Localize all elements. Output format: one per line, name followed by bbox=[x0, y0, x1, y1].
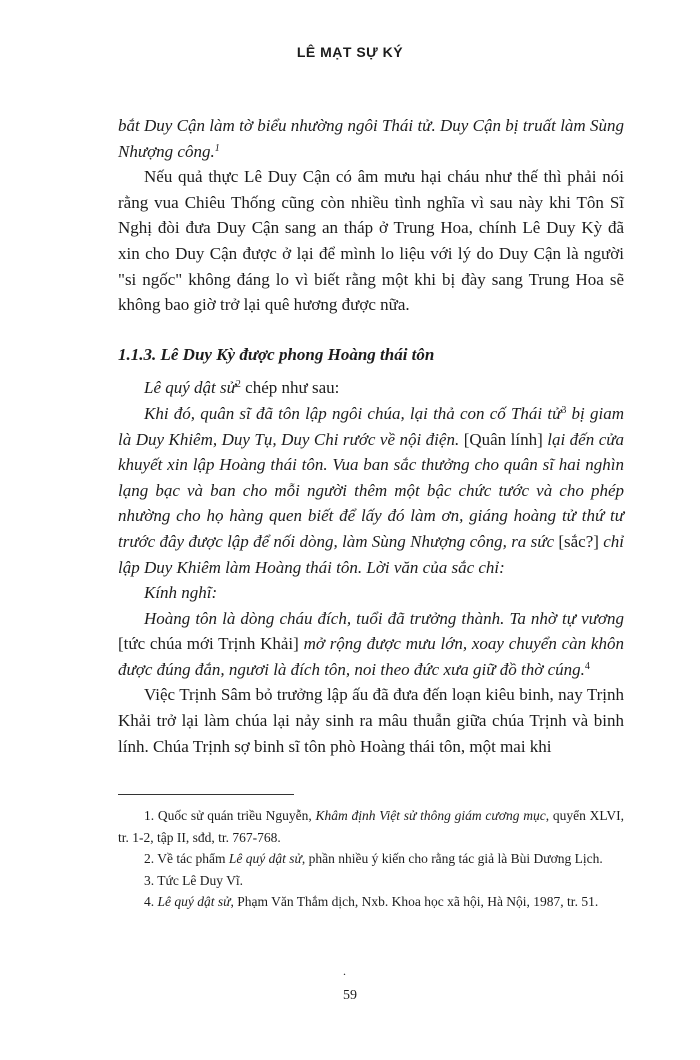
footnote-ref-4[interactable]: 4 bbox=[584, 660, 590, 672]
paragraph-source-intro: Lê quý dật sử$^2$ chép như sau: bbox=[144, 378, 340, 398]
footnote-divider bbox=[118, 794, 294, 795]
printer-mark: . bbox=[343, 964, 346, 978]
running-header: LÊ MẠT SỰ KÝ bbox=[296, 44, 404, 60]
quotation-salutation: Kính nghĩ: bbox=[144, 583, 218, 603]
paragraph: Việc Trịnh Sâm bỏ trưởng lập ấu đã đưa đến loạn kiêu binh, nay Trịnh Khải trở lại làm chúa lại nảy sinh ra mâu thuẫn giữa chúa Trịnh và binh lính. Chúa Trịnh sợ binh sĩ tôn phò Hoàng thái tôn, một mai khi bbox=[118, 685, 624, 756]
footnote-1: 1. Quốc sử quán triều Nguyễn, Khâm định Việt sử thông giám cương mục, quyển XLVI, tr. 1-2, tập II, sđd, tr. 767-768. bbox=[118, 808, 624, 845]
footnote-ref-2[interactable]: 2 bbox=[235, 379, 241, 391]
footnote-2: 2. Về tác phẩm Lê quý dật sử, phần nhiều ý kiến cho rằng tác giả là Bùi Dương Lịch. bbox=[144, 851, 603, 866]
quotation-paragraph: Hoàng tôn là dòng cháu đích, tuổi đã trưởng thành. Ta nhờ tự vương [tức chúa mới Trịnh Khải] mở rộng được mưu lớn, xoay chuyển càn khôn được đúng đắn, ngươi là đích tôn, noi theo đức xưa giữ đồ thờ cúng.$^4$ bbox=[118, 608, 624, 679]
editorial-bracket: [sắc?] bbox=[558, 531, 599, 551]
footnote-4: 4. Lê quý dật sử, Phạm Văn Thắm dịch, Nxb. Khoa học xã hội, Hà Nội, 1987, tr. 51. bbox=[144, 894, 599, 909]
section-heading: 1.1.3. Lê Duy Kỳ được phong Hoàng thái tôn bbox=[118, 344, 435, 364]
page-number: 59 bbox=[343, 988, 357, 1003]
footnote-ref-3[interactable]: 3 bbox=[561, 404, 567, 416]
editorial-bracket: [Quân lính] bbox=[463, 429, 543, 449]
quotation-paragraph: Khi đó, quân sĩ đã tôn lập ngôi chúa, lại thả con cố Thái tử$^3$ bị giam là Duy Khiêm, Duy Tụ, Duy Chi rước về nội điện. [Quân lính] lại đến cửa khuyết xin lập Hoàng thái tôn. Vua ban sắc thưởng cho quân sĩ hai nghìn lạng bạc và ban cho mỗi người thêm một bậc chức tước và cho phép nhường cho họ hàng quen biết để lấy đó làm ơn, giáng hoàng tử thứ tư trước đây được lập để nối dòng, làm Sùng Nhượng công, ra sức [sắc?] chỉ lập Duy Khiêm làm Hoàng thái tôn. Lời văn của sắc chỉ: bbox=[118, 403, 625, 577]
footnote-3: 3. Tức Lê Duy Vĩ. bbox=[144, 872, 244, 888]
paragraph-continuation: bắt Duy Cận làm tờ biểu nhường ngôi Thái tử. Duy Cận bị truất làm Sùng Nhượng công.$^1$ bbox=[118, 116, 624, 161]
footnotes bbox=[118, 805, 624, 913]
footnote-ref-1[interactable]: 1 bbox=[214, 142, 220, 154]
editorial-bracket: [tức chúa mới Trịnh Khải] bbox=[118, 634, 299, 654]
paragraph: Nếu quả thực Lê Duy Cận có âm mưu hại cháu như thế thì phải nói rằng vua Chiêu Thống cũng còn nhiều tình nghĩa vì sau này khi Tôn Sĩ Nghị đòi đưa Duy Cận sang an tháp ở Trung Hoa, chính Lê Duy Kỳ đã xin cho Duy Cận được ở lại để mình lo liệu với lý do Duy Cận là người "si ngốc" không đáng lo vì biết rằng một khi bị đày sang Trung Hoa sẽ không bao giờ trở lại quê hương được nữa. bbox=[118, 167, 624, 315]
source-title: Lê quý dật sử bbox=[144, 378, 236, 398]
main-text bbox=[118, 113, 624, 759]
